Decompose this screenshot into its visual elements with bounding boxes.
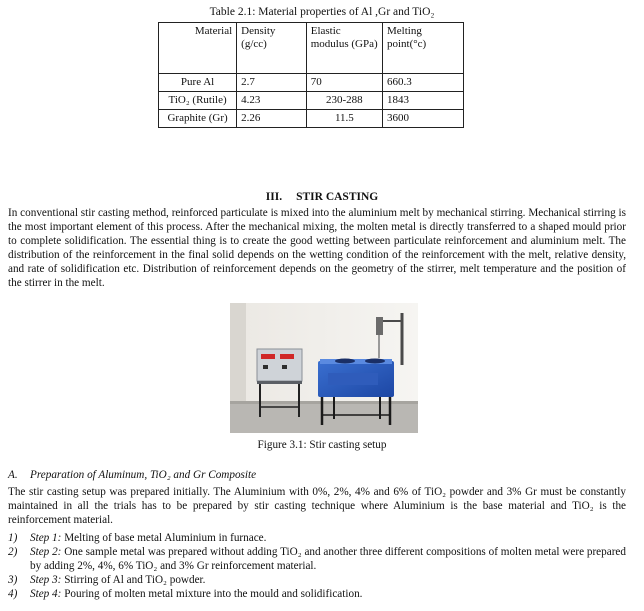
section-title: STIR CASTING	[296, 191, 379, 203]
table-header-cell: Elastic modulus (GPa)	[306, 23, 382, 74]
section-number: III.	[265, 191, 283, 203]
stir-casting-setup-illustration	[230, 303, 418, 433]
table-header-cell: Melting point(°c)	[383, 23, 464, 74]
table-cell: 4.23	[237, 92, 307, 110]
table-cell: 70	[306, 74, 382, 92]
table-row	[159, 110, 464, 128]
figure-caption: Figure 3.1: Stir casting setup	[257, 439, 387, 451]
list-item	[8, 587, 626, 601]
step-text: Melting of base metal Aluminium in furnace.	[61, 532, 267, 544]
list-item	[8, 531, 626, 545]
subsection-heading	[8, 469, 256, 481]
section-heading	[0, 191, 644, 203]
table-cell: TiO₂ (Rutile)	[159, 92, 237, 110]
table-cell: 1843	[383, 92, 464, 110]
subsection-label: A.	[8, 469, 18, 481]
step-label: Step 4:	[30, 588, 62, 600]
step-label: Step 2:	[30, 546, 62, 558]
table-header-row	[159, 23, 464, 74]
table-row	[159, 92, 464, 110]
step-text: One sample metal was prepared without adding TiO₂ and another three different compositions of molten metal were prepared by adding 2%, 4%, 6% TiO₂ and 3% Gr reinforcement material.	[30, 546, 626, 572]
table-cell: 660.3	[383, 74, 464, 92]
step-number: 1)	[8, 532, 18, 544]
table-cell: 2.7	[237, 74, 307, 92]
table-caption: Table 2.1: Material properties of Al ,Gr and TiO₂	[209, 6, 435, 18]
step-text: Stirring of Al and TiO₂ powder.	[61, 574, 206, 586]
table-cell: 3600	[383, 110, 464, 128]
step-text: Pouring of molten metal mixture into the mould and solidification.	[61, 588, 363, 600]
subsection-paragraph: The stir casting setup was prepared initially. The Aluminium with 0%, 2%, 4% and 6% of TiO₂ powder and 3% Gr must be constantly maintained in all the trials has to be prepared by stir casting technique where Aluminium is the base material and TiO₂ is the reinforcement material.	[8, 486, 626, 526]
table-cell: 2.26	[237, 110, 307, 128]
step-label: Step 3:	[30, 574, 62, 586]
table-header-cell: Density (g/cc)	[237, 23, 307, 74]
table-cell: 230-288	[306, 92, 382, 110]
table-cell: 11.5	[306, 110, 382, 128]
list-item	[8, 573, 626, 587]
material-properties-table	[158, 22, 464, 128]
subsection-title: Preparation of Aluminum, TiO₂ and Gr Composite	[30, 469, 257, 481]
section-paragraph: In conventional stir casting method, reinforced particulate is mixed into the aluminium melt by mechanical stirring. Mechanical stirring is the most important element of this process. After the mechanical mixing, the molten metal is directly transferred to a shaped mould prior to complete solidification. The essential thing is to create the good wetting between particulate reinforcement and aluminium melt. The distribution of the reinforcement in the final solid depends on the wetting condition of the reinforcement with the melt, relative density, and rate of solidification etc. Distribution of reinforcement depends on the geometry of the stirrer, melt temperature and the position of the stirrer in the melt.	[8, 207, 626, 289]
step-number: 3)	[8, 574, 18, 586]
table-row	[159, 74, 464, 92]
stir-casting-setup-photo	[230, 303, 418, 433]
step-number: 4)	[8, 588, 18, 600]
list-item	[8, 545, 626, 573]
table-cell: Pure Al	[159, 74, 237, 92]
table-header-cell: Material	[159, 23, 237, 74]
step-number: 2)	[8, 546, 18, 558]
step-label: Step 1:	[30, 532, 62, 544]
steps-list	[8, 531, 626, 601]
table-cell: Graphite (Gr)	[159, 110, 237, 128]
